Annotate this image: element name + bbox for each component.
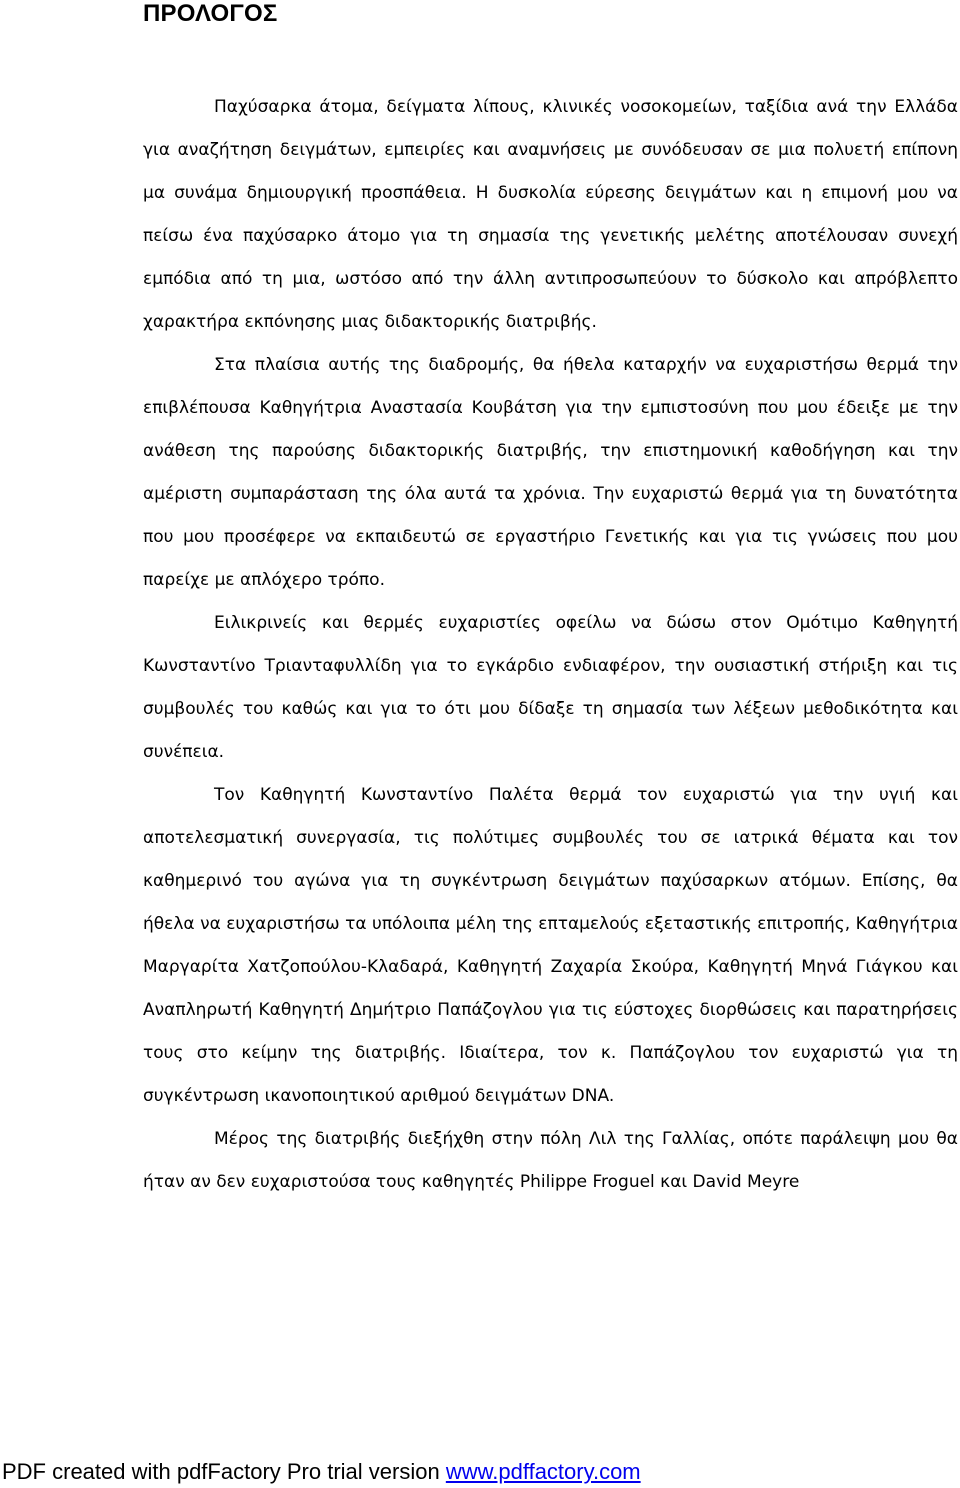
- paragraph-emeritus: Ειλικρινείς και θερμές ευχαριστίες οφείλω να δώσω στον Ομότιμο Καθηγητή Κωνσταντίνο Τριανταφυλλίδη για το εγκάρδιο ενδιαφέρον, την ουσιαστική στήριξη και τις συμβουλές του καθώς και για το ότι μου δίδαξε τη σημασία των λέξεων μεθοδικότητα και συνέπεια.: [143, 613, 958, 762]
- footer-text: PDF created with pdfFactory Pro trial version: [2, 1459, 446, 1484]
- footer-link[interactable]: www.pdffactory.com: [445, 1459, 641, 1484]
- paragraph-lille: Μέρος της διατριβής διεξήχθη στην πόλη Λιλ της Γαλλίας, οπότε παράλειψη μου θα ήταν αν δεν ευχαριστούσα τους καθηγητές Philippe Froguel και David Meyre: [143, 1129, 958, 1192]
- page-title: ΠΡΟΛΟΓΟΣ: [143, 0, 278, 27]
- paragraph-committee: Τον Καθηγητή Κωνσταντίνο Παλέτα θερμά τον ευχαριστώ για την υγιή και αποτελεσματική συνεργασία, τις πολύτιμες συμβουλές του σε ιατρικά θέματα και τον καθημερινό του αγώνα για τη συγκέντρωση δειγμάτων παχύσαρκων ατόμων. Επίσης, θα ήθελα να ευχαριστήσω τα υπόλοιπα μέλη της επταμελούς εξεταστικής επιτροπής, Καθηγήτρια Μαργαρίτα Χατζοπούλου-Κλαδαρά, Καθηγητή Ζαχαρία Σκούρα, Καθηγητή Μηνά Γιάγκου και Αναπληρωτή Καθηγητή Δημήτριο Παπάζογλου για τις εύστοχες διορθώσεις και παρατηρήσεις τους στο κείμην της διατριβής. Ιδιαίτερα, τον κ. Παπάζογλου τον ευχαριστώ για τη συγκέντρωση ικανοποιητικού αριθμού δειγμάτων DNA.: [143, 785, 958, 1106]
- paragraph-intro: Παχύσαρκα άτομα, δείγματα λίπους, κλινικές νοσοκομείων, ταξίδια ανά την Ελλάδα για αναζήτηση δειγμάτων, εμπειρίες και αναμνήσεις με συνόδευσαν σε μια πολυετή επίπονη μα συνάμα δημιουργική προσπάθεια. Η δυσκολία εύρεσης δειγμάτων και η επιμονή μου να πείσω ένα παχύσαρκο άτομο για τη σημασία της γενετικής μελέτης αποτέλουσαν συνεχή εμπόδια από τη μια, ωστόσο από την άλλη αντιπροσωπεύουν το δύσκολο και απρόβλεπτο χαρακτήρα εκπόνησης μιας διδακτορικής διατριβής.: [143, 97, 958, 332]
- paragraph-supervisor: Στα πλαίσια αυτής της διαδρομής, θα ήθελα καταρχήν να ευχαριστήσω θερμά την επιβλέπουσα Καθηγήτρια Αναστασία Κουβάτση για την εμπιστοσύνη που μου έδειξε με την ανάθεση της παρούσης διδακτορικής διατριβής, την επιστημονική καθοδήγηση και την αμέριστη συμπαράσταση της όλα αυτά τα χρόνια. Την ευχαριστώ θερμά για τη δυνατότητα που μου προσέφερε να εκπαιδευτώ σε εργαστήριο Γενετικής και για τις γνώσεις που μου παρείχε με απλόχερο τρόπο.: [143, 355, 958, 590]
- document-body: [143, 86, 958, 1204]
- pdf-watermark-footer: [2, 1458, 641, 1486]
